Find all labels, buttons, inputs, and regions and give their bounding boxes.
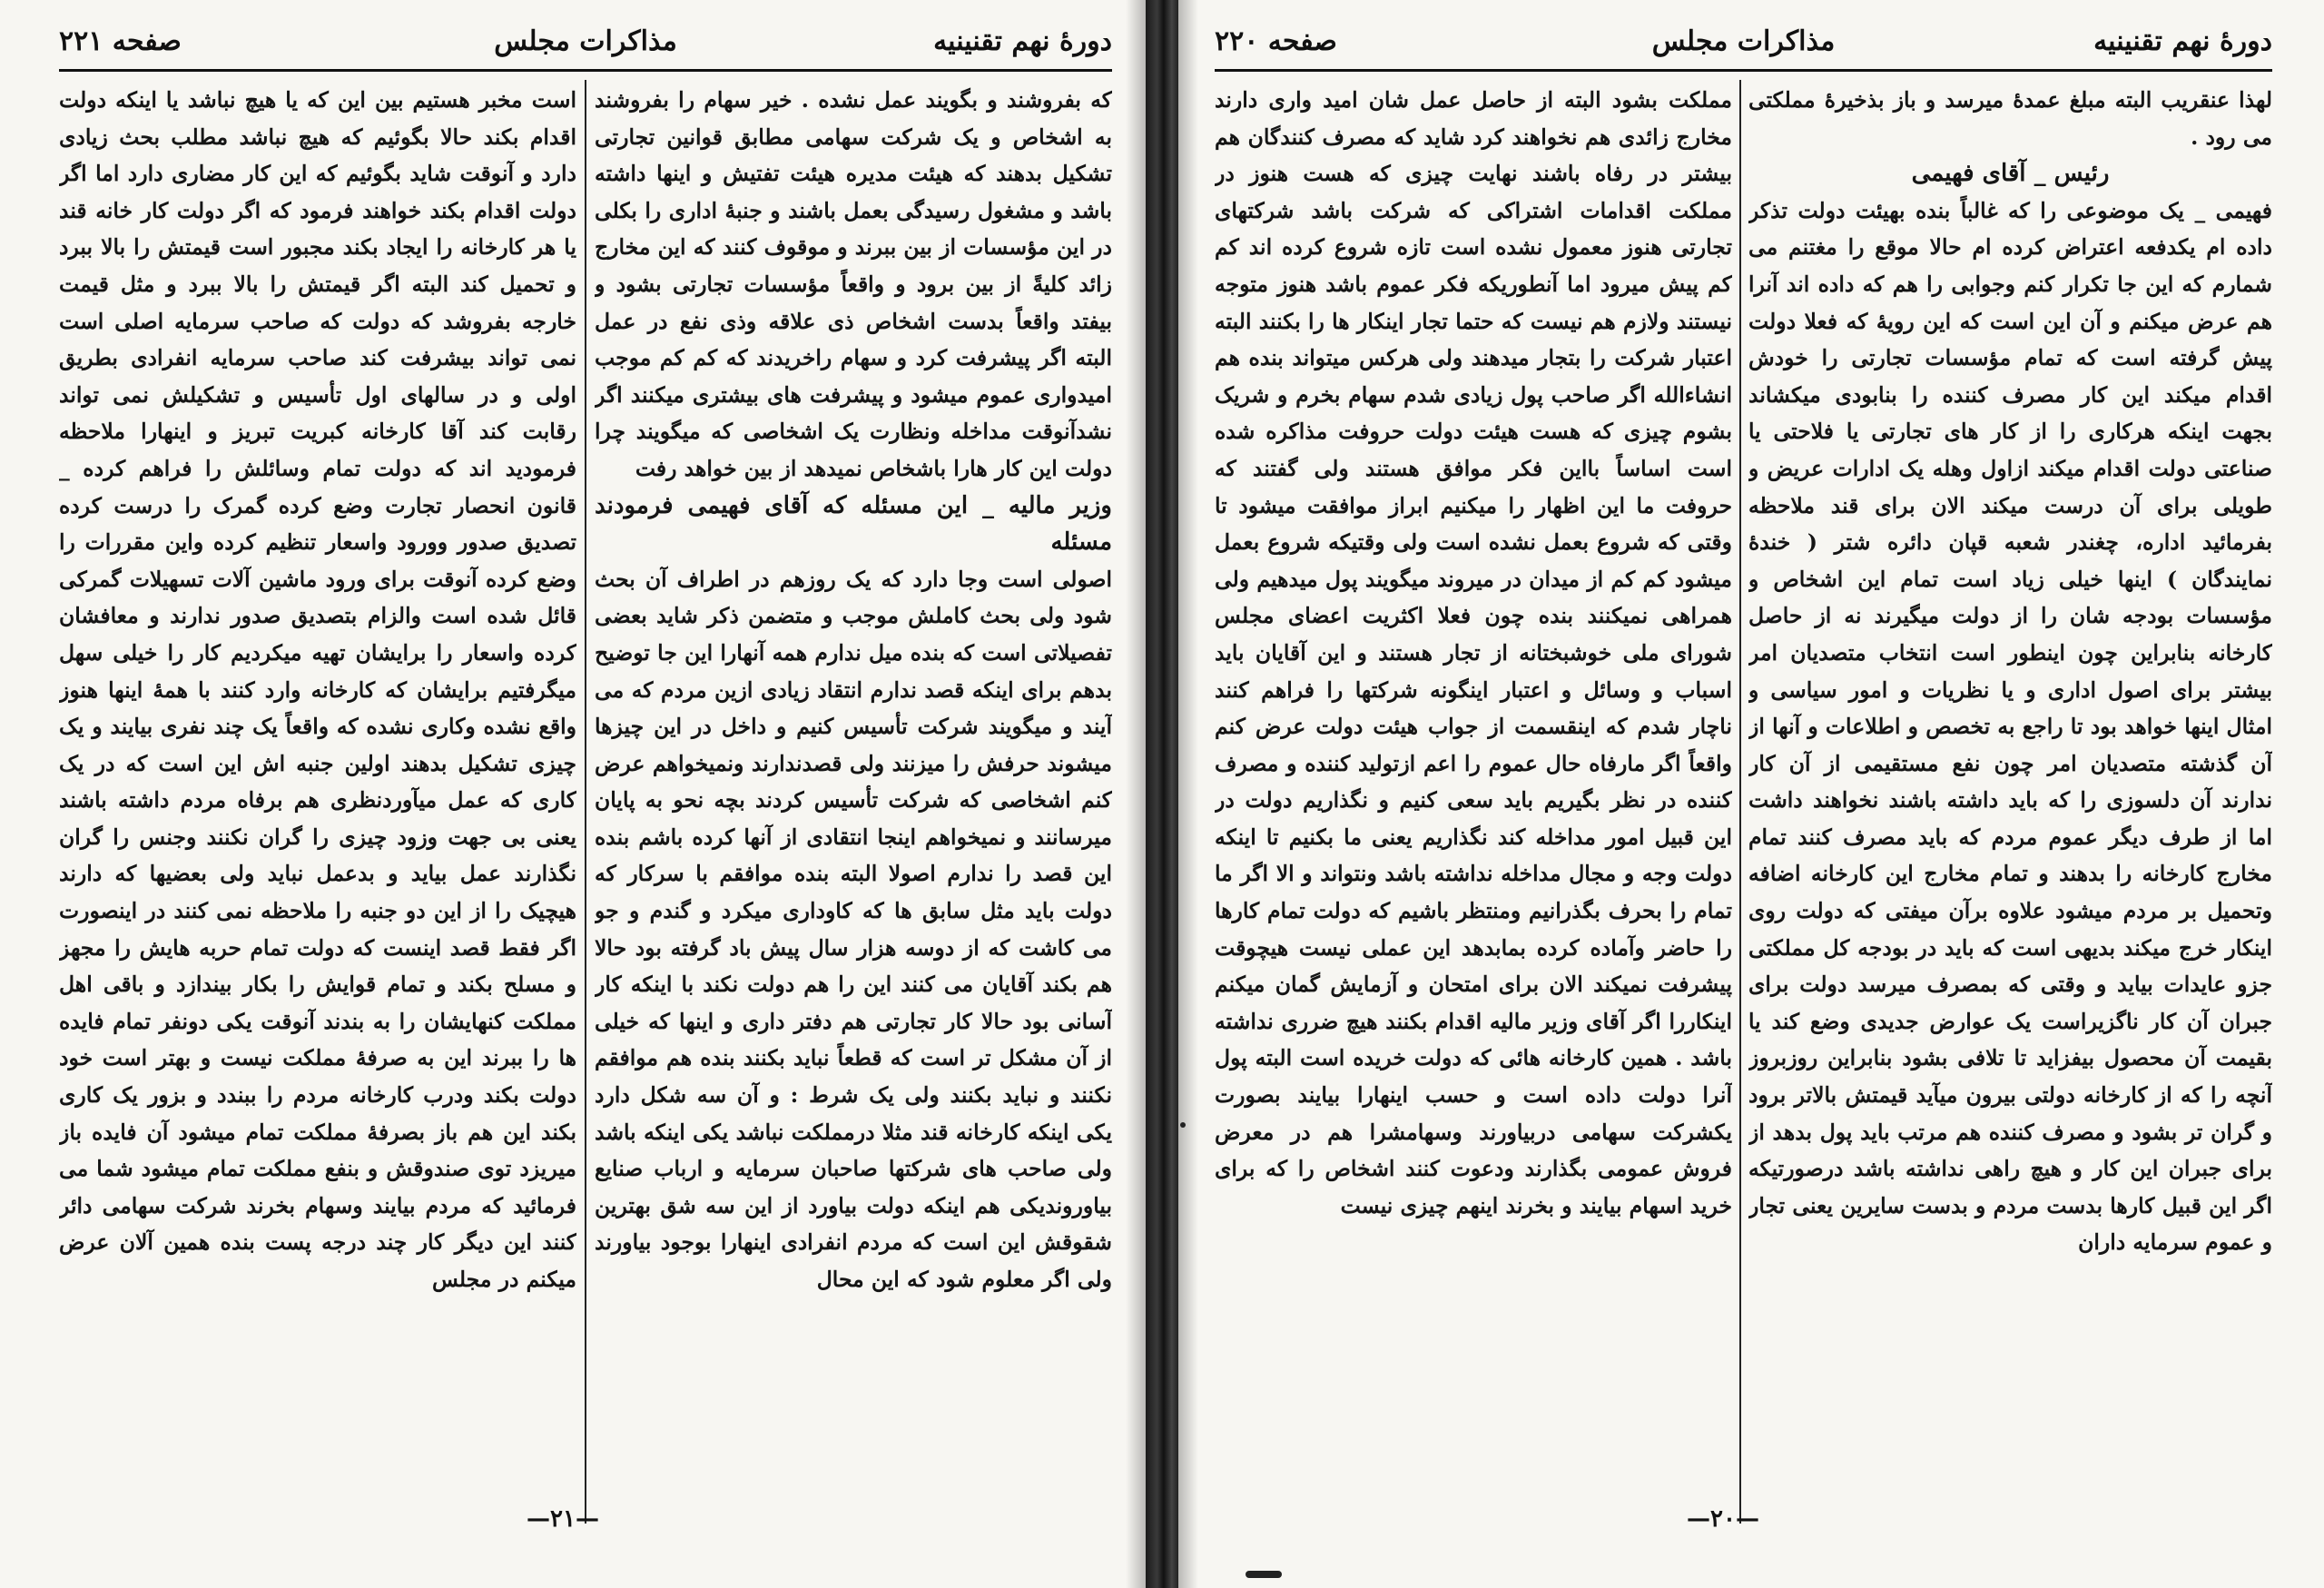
right-page-header xyxy=(1215,25,2272,64)
paragraph: مملکت بشود البته از حاصل عمل شان امید واری دارند مخارج زائدی هم نخواهند کرد شاید که مصرف کنندگان هم بیشتر در رفاه باشند نهایت چیزی که هست هنوز در مملکت اقدامات اشتراکی که شرکت باشد شرکتهای تجارتی هنوز معمول نشده است تازه شروع کرده اند کم کم پیش میرود اما آنطوریکه فکر عموم باشد هنوز متوجه نیستند ولازم هم نیست که حتما تجار اینکار ها را بکنند البته اعتبار شرکت را بتجار میدهند ولی هرکس میتواند بنده هم انشاءالله اگر صاحب پول زیادی شدم سهام بخرم و شریک بشوم چیزی که هست هیئت دولت حروفت مذاکره شده است اساساً بااین فکر موافق هستند ولی گفتند که حروفت ما این اظهار را میکنیم ابراز موافقت میشود تا وقتی که شروع بعمل نشده است ولی وقتیکه شروع بعمل میشود کم کم از میدان در میروند میگویند پول میدهیم ولی همراهی نمیکنند بنده چون فعلا اکثریت اعضای مجلس شورای ملی خوشبختانه از تجار هستند و این آقایان باید اسباب و وسائل و اعتبار اینگونه شرکتها را فراهم کنند ناچار شدم که اینقسمت از جواب هیئت دولت عرض کنم واقعاً اگر مارفاه حال عموم را اعم ازتولید کننده و مصرف کننده در نظر بگیریم باید سعی کنیم و نگذاریم دولت در این قبیل امور مداخله کند نگذاریم یعنی ما بکنیم تا اینکه دولت وجه و مجال مداخله نداشته باشد ونتواند و الا اگر ما تمام را بحرف بگذرانیم ومنتظر باشیم که دولت تمام کارها را حاضر وآماده کرده بمابدهد این عملی نیست هیچوقت پیشرفت نمیکند الان برای امتحان و آزمایش گمان میکنم اینکاررا اگر آقای وزیر مالیه اقدام بکنند هیچ ضرری نداشته باشد . همین کارخانه هائی که دولت خریده است البته پول آنرا دولت داده است و حسب اینهارا بیایند بصورت یکشرکت سهامی دربیاورند وسهامشرا هم در معرض فروش عمومی بگذارند ودعوت کنند اشخاص را که برای خرید اسهام بیایند و بخرند اینهم چیزی نیست xyxy=(1215,87,1732,1218)
column-divider xyxy=(585,80,586,1524)
speaker-heading: رئیس _ آقای فهیمی xyxy=(1911,160,2110,188)
paragraph: فهیمی _ یک موضوعی را که غالباً بنده بهیئت دولت تذکر داده ام یکدفعه اعتراض کرده ام حالا موقع را مغتنم می شمارم که این جا تکرار کنم وجوابی را هم که داده اند آنرا هم عرض میکنم و آن این است که این رویهٔ که فعلا دولت پیش گرفته است که تمام مؤسسات تجارتی را خودش اقدام میکند این کار مصرف کننده را بنابودی میکشاند بجهت اینکه هرکاری را از کار های تجارتی یا فلاحتی یا صناعتی دولت اقدام میکند ازاول وهله یک ادارات عریض و طویلی برای آن درست میکند الان برای قند ملاحظه بفرمائید اداره، چغندر شعبه قپان دائره شتر ( خندهٔ نمایندگان ) اینها خیلی زیاد است تمام این اشخاص و مؤسسات بودجه شان را از دولت میگیرند نه از حاصل کارخانه بنابراین چون اینطور است انتخاب متصدیان امر بیشتر برای اصول اداری و یا نظریات و امور سیاسی و امثال اینها خواهد بود تا راجع به تخصص و اطلاعات و آنها از آن گذشته متصدیان امر چون نفع مستقیمی از آن کار ندارند آن دلسوزی را که باید داشته باشند نخواهند داشت اما از طرف دیگر عموم مردم که باید مصرف کنند تمام مخارج کارخانه را بدهند و تمام مخارج این کارخانه اضافه وتحمیل بر مردم میشود علاوه برآن میفتی که دولت روی اینکار خرج میکند بدیهی است که باید در بودجه کل مملکتی جزو عایدات بیاید و وقتی که بمصرف میرسد دولت برای جبران آن کار ناگزیراست یک عوارض جدیدی وضع کند یا بقیمت آن محصول بیفزاید تا تلافی بشود بنابراین روزبروز آنچه را که از کارخانه دولتی بیرون میآید قیمتش بالاتر برود و گران تر بشود و مصرف کننده هم مرتب باید پول بدهد از برای جبران این کار و هیچ راهی نداشته باشد درصورتیکه اگر این قبیل کارها بدست مردم و بدست سایرین یعنی تجار و عموم سرمایه داران xyxy=(1748,197,2272,1256)
column-divider xyxy=(1739,80,1741,1524)
left-header-rule xyxy=(59,69,1112,72)
right-page-right-column xyxy=(1748,82,2272,1516)
left-header-title: مذاکرات مجلس xyxy=(494,25,677,57)
left-page-left-column xyxy=(59,82,576,1516)
paragraph: لهذا عنقریب البته مبلغ عمدهٔ میرسد و باز بذخیرهٔ مملکتی می رود . xyxy=(1748,87,2272,150)
right-page-folio: —۲۰— xyxy=(1687,1505,1759,1533)
left-page xyxy=(0,0,1146,1588)
left-header-session: دورهٔ نهم تقنینیه xyxy=(933,25,1112,57)
paragraph: است مخبر هستیم بین این که یا هیچ نباشد یا اینکه دولت اقدام بکند حالا بگوئیم که هیچ نباشد مطلب بحث زیادی دارد و آنوقت شاید بگوئیم که این کار مضاری دارد اما اگر دولت اقدام بکند خواهند فرمود که اگر دولت کار خانه قند یا هر کارخانه را ایجاد بکند مجبور است قیمتش را بالا ببرد و تحمیل کند البته اگر قیمتش را بالا ببرد و مثل قیمت خارجه بفروشد که دولت که صاحب سرمایه اصلی است نمی تواند بیشرفت کند صاحب سرمایه انفرادی بطریق اولی و در سالهای اول تأسیس و تشکیلش نمی تواند رقابت کند آقا کارخانه کبریت تبریز و اینهارا ملاحظه فرمودید اند که دولت تمام وسائلش را فراهم کرده _ قانون انحصار تجارت وضع کرده گمرک را درست کرده تصدیق صدور وورود واسعار تنظیم کرده واین مقررات را وضع کرده آنوقت برای ورود ماشین آلات تسهیلات گمرکی قائل شده است والزام بتصدیق صدور ندارند و معافشان کرده واسعار را برایشان تهیه میکردیم کار را خیلی سهل میگرفتیم برایشان که کارخانه وارد کنند با همهٔ اینها هنوز واقع نشده وکاری نشده که واقعاً یک چند نفری بیایند و یک چیزی تشکیل بدهند اولین جنبه اش این است که در یک کاری که عمل میآوردنظری هم برفاه مردم داشته باشند یعنی بی جهت وزود چیزی را گران نکنند وجنس را گران نگذارند عمل بیاید و بدعمل نباید ولی بعضیها که دارند هیچیک را از این دو جنبه را ملاحظه نمی کنند در اینصورت اگر فقط قصد اینست که دولت تمام حربه هایش را مجهز و مسلح بکند و تمام قوایش را بکار بیندازد و باقی اهل مملکت کنهایشان را به بندند آنوقت یکی دونفر تمام فایده ها را ببرند این به صرفهٔ مملکت نیست و بهتر است خود دولت بکند ودرب کارخانه مردم را ببندد و بزور یک کاری بکند این هم باز بصرفهٔ مملکت تمام میشود آن فایده باز میریزد توی صندوقش و بنفع مملکت تمام میشود شما می فرمائید که مردم بیایند وسهام بخرند شرکت سهامی دائر کنند این دیگر کار چند درجه پست بنده همین آلان عرض میکنم در مجلس xyxy=(59,87,576,1292)
right-page xyxy=(1178,0,2324,1588)
scan-speck xyxy=(1180,1122,1186,1128)
speaker-heading: وزیر مالیه _ این مسئله که آقای فهیمی فرمودند مسئله xyxy=(595,491,1112,557)
left-page-folio: —۲۱— xyxy=(527,1505,599,1533)
right-header-page-number: صفحه ۲۲۰ xyxy=(1215,25,1337,57)
paragraph: اصولی است وجا دارد که یک روزهم در اطراف آن بحث شود ولی بحث کاملش موجب و متضمن ذکر شاید بعضی تفصیلاتی است که بنده میل ندارم همه آنهارا این جا توضیح بدهم برای اینکه قصد ندارم انتقاد زیادی ازین مردم که می آیند و میگویند شرکت تأسیس کنیم و داخل در این چیزها میشوند حرفش را میزنند ولی قصدندارند ونمیخواهم عرض کنم اشخاصی که شرکت تأسیس کردند بچه نحو به پایان میرسانند و نمیخواهم اینجا انتقادی از آنها کرده باشم بنده این قصد را ندارم اصولا البته بنده موافقم با سرکار که دولت باید مثل سابق ها که کاوداری میکرد و گندم و جو می کاشت که از دوسه هزار سال پیش باد گرفته بود حالا هم بکند آقایان می کنند این را هم دولت نکند با اینکه کار آسانی بود حالا کار تجارتی هم دفتر داری و اینها که خیلی از آن مشکل تر است که قطعاً نباید بکنند بنده هم موافقم نکنند و نباید بکنند ولی یک شرط : و آن سه شکل دارد یکی اینکه کارخانه قند مثلا درمملکت نباشد یکی اینکه باشد ولی صاحب های شرکتها صاحبان سرمایه و ارباب صنایع بیاوروندیکی هم اینکه دولت بیاورد از این سه شق بهترین شقوقش این است که مردم انفرادی اینهارا بوجود بیاورند ولی اگر معلوم شود که این محال xyxy=(595,566,1112,1292)
scan-speck xyxy=(1246,1571,1282,1578)
left-page-header xyxy=(59,25,1112,64)
right-header-title: مذاکرات مجلس xyxy=(1651,25,1836,57)
left-header-page-number: صفحه ۲۲۱ xyxy=(59,25,182,57)
right-header-rule xyxy=(1215,69,2272,72)
left-page-right-column xyxy=(595,82,1112,1516)
paragraph: که بفروشند و بگویند عمل نشده . خیر سهام را بفروشند به اشخاص و یک شرکت سهامی مطابق قوانین تجارتی تشکیل بدهند که هیئت مدیره هیئت تفتیش و اینها داشته باشد و مشغول رسیدگی بعمل باشند و جنبهٔ اداری را بکلی در این مؤسسات از بین ببرند و موقوف کنند که این مخارج زائد کلیةً از بین برود و واقعاً مؤسسات تجارتی بشود و بیفتد واقعاً بدست اشخاص ذی علاقه وذی نفع در عمل البته اگر پیشرفت کرد و سهام راخریدند که کم کم موجب امیدواری عموم میشود و پیشرفت های بیشتری میکنند اگر نشدآنوقت مداخله ونظارت یک اشخاصی که میگویند چرا دولت این کار هارا باشخاص نمیدهد از بین خواهد رفت xyxy=(595,87,1112,481)
right-page-left-column xyxy=(1215,82,1732,1516)
right-header-session: دورهٔ نهم تقنینیه xyxy=(2093,25,2272,57)
book-gutter xyxy=(1146,0,1178,1588)
